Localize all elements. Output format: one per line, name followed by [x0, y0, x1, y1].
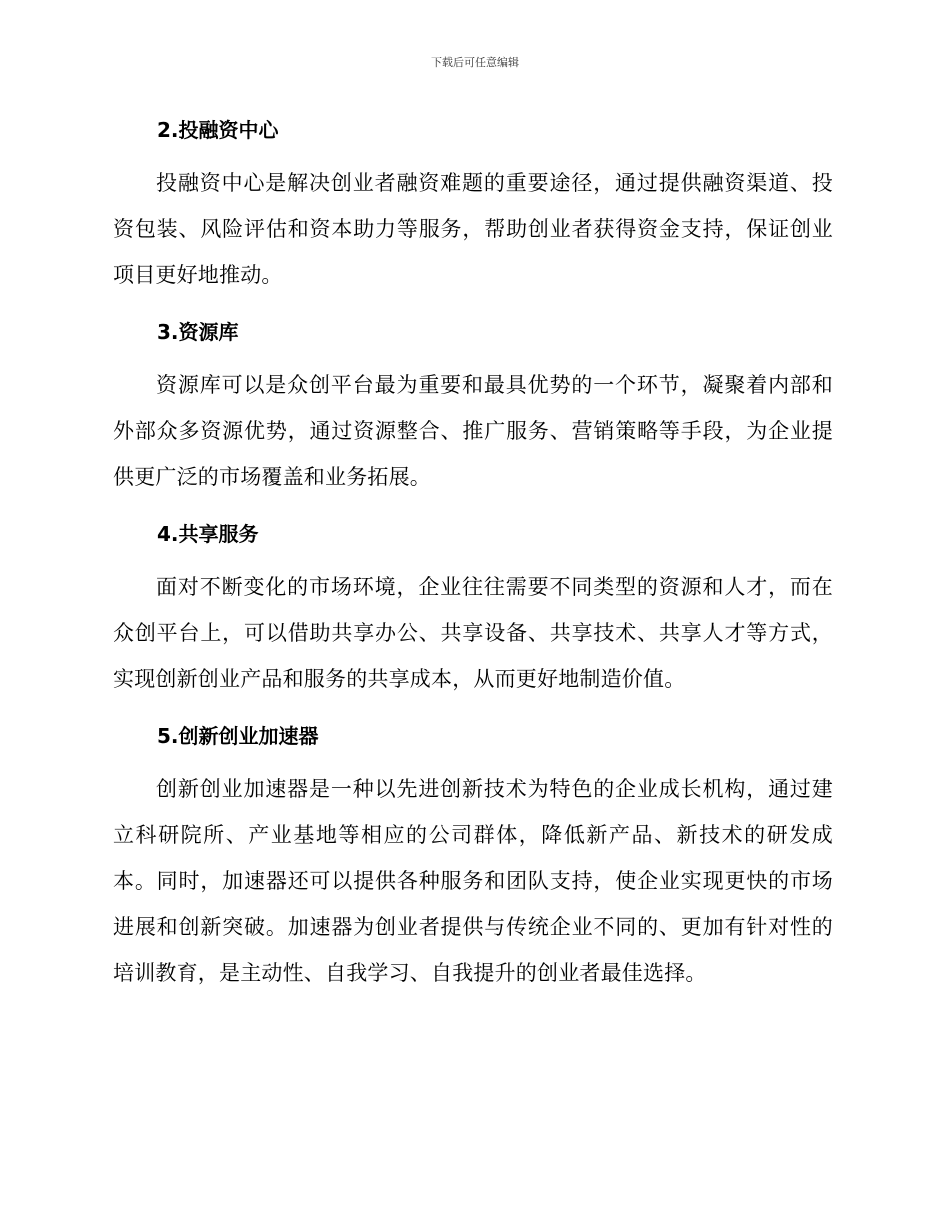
section-paragraph: 资源库可以是众创平台最为重要和最具优势的一个环节，凝聚着内部和外部众多资源优势，通过资源整合、推广服务、营销策略等手段，为企业提供更广泛的市场覆盖和业务拓展。: [113, 373, 833, 489]
section-heading: 3.资源库: [157, 320, 239, 344]
section-paragraph: 投融资中心是解决创业者融资难题的重要途径，通过提供融资渠道、投资包装、风险评估和资本助力等服务，帮助创业者获得资金支持，保证创业项目更好地推动。: [113, 171, 833, 287]
section-accelerator: [113, 716, 833, 996]
section-heading: 5.创新创业加速器: [157, 724, 319, 748]
section-resource-library: [113, 312, 833, 500]
header-note: 下载后可任意编辑: [431, 56, 519, 69]
section-heading: 2.投融资中心: [157, 118, 279, 142]
section-paragraph: 创新创业加速器是一种以先进创新技术为特色的企业成长机构，通过建立科研院所、产业基地等相应的公司群体，降低新产品、新技术的研发成本。同时，加速器还可以提供各种服务和团队支持，使企业实现更快的市场进展和创新突破。加速器为创业者提供与传统企业不同的、更加有针对性的培训教育，是主动性、自我学习、自我提升的创业者最佳选择。: [113, 777, 833, 985]
section-investment-center: [113, 110, 833, 298]
section-paragraph: 面对不断变化的市场环境，企业往往需要不同类型的资源和人才，而在众创平台上，可以借助共享办公、共享设备、共享技术、共享人才等方式，实现创新创业产品和服务的共享成本，从而更好地制造价值。: [113, 575, 833, 691]
section-heading: 4.共享服务: [157, 522, 259, 546]
document-content: [113, 110, 833, 1010]
section-shared-services: [113, 514, 833, 702]
